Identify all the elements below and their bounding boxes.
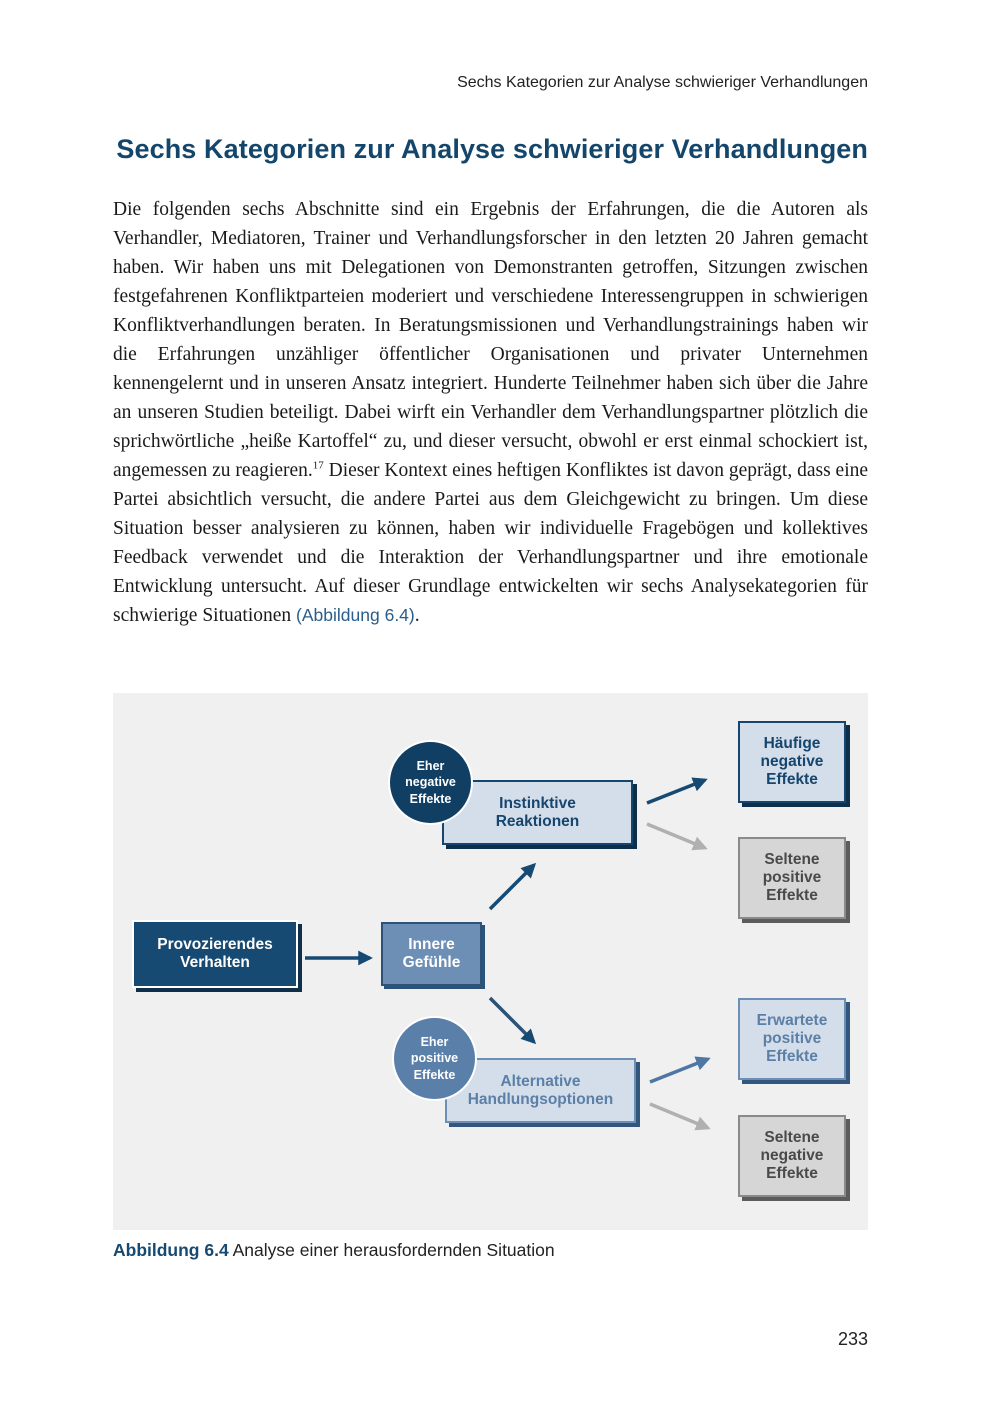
arrow-inner-to-alternative (490, 998, 534, 1042)
caption-text: Analyse einer herausfordernden Situation (228, 1240, 555, 1260)
caption-label: Abbildung 6.4 (113, 1240, 229, 1260)
node-provoking-behavior: Provozierendes Verhalten (132, 920, 298, 988)
node-expected-positive-effects: Erwartete positive Effekte (738, 998, 846, 1080)
figure-reference-link[interactable]: (Abbildung 6.4) (296, 605, 415, 625)
body-paragraph (113, 195, 868, 630)
node-rare-positive-effects: Seltene positive Effekte (738, 837, 846, 919)
circle-negative-effects: Eher negative Effekte (388, 740, 473, 825)
arrow-inner-to-instinctive (490, 865, 534, 909)
node-instinctive-reactions: Instinktive Reaktionen (442, 780, 633, 845)
figure-caption (113, 1240, 555, 1261)
node-rare-negative-effects: Seltene negative Effekte (738, 1115, 846, 1197)
circle-positive-effects: Eher positive Effekte (392, 1016, 477, 1101)
node-inner-feelings: Innere Gefühle (381, 922, 482, 986)
paragraph-end: . (414, 605, 420, 626)
node-alternative-options: Alternative Handlungsoptionen (445, 1058, 636, 1123)
arrow-alternative-to-rare-negative (650, 1104, 708, 1128)
arrow-instinctive-to-rare-positive (647, 824, 705, 848)
paragraph-part-2: Dieser Kontext eines heftigen Konfliktes ist davon geprägt, dass eine Partei absichtlich versucht, die andere Partei aus dem Gleichgewicht zu bringen. Um diese Situation besser analysieren zu können, haben wir individuelle Fragebögen und kollektives Feedback verwendet und die Interaktion der Verhandlungspartner und ihre emotionale Entwicklung untersucht. Auf dieser Grundlage entwickelten wir sechs Analysekategorien für schwierige Situationen (113, 460, 869, 626)
footnote-ref[interactable]: 17 (312, 459, 324, 472)
arrow-alternative-to-expected-positive (650, 1059, 708, 1082)
figure-diagram (113, 693, 868, 1230)
node-frequent-negative-effects: Häufige negative Effekte (738, 721, 846, 803)
page-number: 233 (837, 1329, 868, 1349)
section-title: Sechs Kategorien zur Analyse schwieriger Verhandlungen (116, 134, 868, 164)
arrow-instinctive-to-frequent-negative (647, 780, 705, 803)
paragraph-part-1: Die folgenden sechs Abschnitte sind ein Ergebnis der Erfahrungen, die die Autoren als Verhandler, Mediatoren, Trainer und Verhandlungsforscher in den letzten 20 Jahren gemacht haben. Wir haben uns mit Delegationen von Demonstranten getroffen, Sitzungen zwischen festgefahrenen Konfliktparteien moderiert und verschiedene Interessengruppen in schwierigen Konfliktverhandlungen beraten. In Beratungsmissionen und Verhandlungstrainings haben wir die Erfahrungen unzähliger öffentlicher Organisationen und privater Unternehmen kennengelernt und in unseren Ansatz integriert. Hunderte Teilnehmer haben sich über die Jahre an unseren Studien beteiligt. Dabei wirft ein Verhandler dem Verhandlungspartner plötzlich die sprichwörtliche „heiße Kartoffel“ zu, und dieser versucht, obwohl er erst einmal schockiert ist, angemessen zu reagieren. (113, 199, 868, 481)
running-header: Sechs Kategorien zur Analyse schwieriger Verhandlungen (457, 74, 868, 91)
